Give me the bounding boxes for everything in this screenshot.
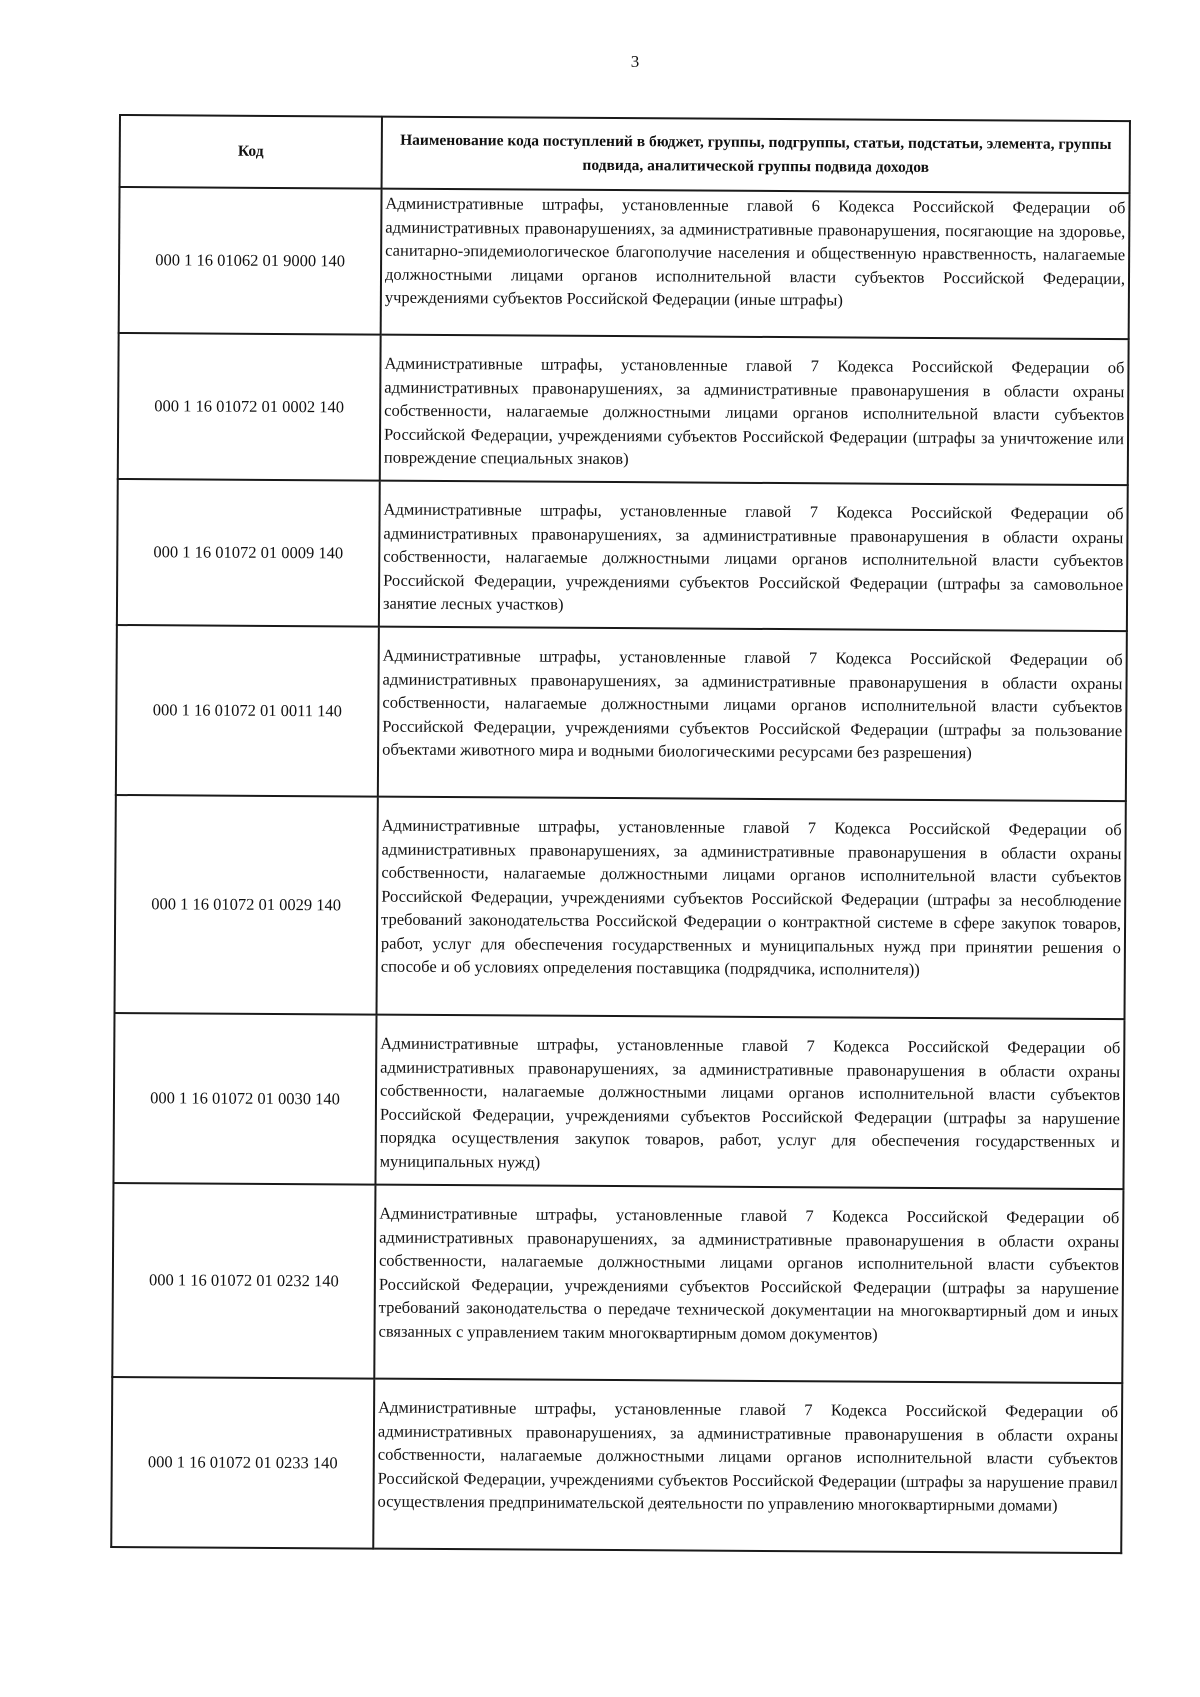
row-code: 000 1 16 01072 01 0030 140 [113,1013,376,1185]
row-code: 000 1 16 01072 01 0232 140 [112,1183,375,1379]
row-name-text: Административные штрафы, установленные главой 7 Кодекса Российской Федерации об административных правонарушениях, за административные правонарушения в области охраны собственности, налагаемые должностными лицами органов исполнительной власти субъектов Российской Федерации, учреждениями субъектов Российской Федерации (штрафы за уничтожение или повреждение специальных знаков) [383,353,1125,469]
table-row [111,1377,1122,1553]
table-row [117,479,1128,631]
row-code: 000 1 16 01072 01 0011 140 [116,625,379,797]
row-name-text: Административные штрафы, установленные главой 7 Кодекса Российской Федерации об административных правонарушениях, за административные правонарушения в области охраны собственности, налагаемые должностными лицами органов исполнительной власти субъектов Российской Федерации, учреждениями субъектов Российской Федерации (штрафы за несоблюдение требований законодательства Российской Федерации о контрактной системе в сфере закупок товаров, работ, услуг для обеспечения государственных и муниципальных нужд при принятии решения о способе и об условиях определения поставщика (подрядчика, исполнителя)) [380,815,1122,979]
table-row [113,1013,1124,1189]
row-code: 000 1 16 01072 01 0002 140 [118,333,381,481]
row-name [374,1185,1123,1384]
row-code: 000 1 16 01062 01 9000 140 [119,187,382,335]
table-row [115,795,1126,1019]
revenue-codes-table [110,114,1131,1554]
row-name [377,797,1126,1020]
row-code: 000 1 16 01072 01 0029 140 [115,795,378,1015]
row-code: 000 1 16 01072 01 0233 140 [111,1377,374,1549]
table-row [118,333,1129,485]
row-name-text: Административные штрафы, установленные главой 7 Кодекса Российской Федерации об административных правонарушениях, за административные правонарушения в области охраны собственности, налагаемые должностными лицами органов исполнительной власти субъектов Российской Федерации, учреждениями субъектов Российской Федерации (штрафы за нарушение требований законодательства о передаче технической документации на многоквартирный дом и иных связанных с управлением таким многоквартирным домом документов) [378,1203,1120,1344]
row-name [381,189,1130,340]
table-row [112,1183,1123,1383]
row-name [375,1015,1124,1190]
row-name [378,627,1127,802]
table-row [119,187,1130,339]
row-name-text: Административные штрафы, установленные главой 7 Кодекса Российской Федерации об административных правонарушениях, за административные правонарушения в области охраны собственности, налагаемые должностными лицами органов исполнительной власти субъектов Российской Федерации, учреждениями субъектов Российской Федерации (штрафы за нарушение правил осуществления предпринимательской деятельности по управлению многоквартирными домами) [377,1397,1119,1515]
table-header-row [120,115,1130,193]
header-code: Код [120,115,382,189]
row-code: 000 1 16 01072 01 0009 140 [117,479,380,627]
row-name [373,1379,1122,1554]
table-row [116,625,1127,801]
row-name [379,481,1128,632]
header-name: Наименование кода поступлений в бюджет, группы, подгруппы, статьи, подстатьи, элемента, группы подвида, аналитической группы подвида доходов [382,117,1130,194]
row-name-text: Административные штрафы, установленные главой 7 Кодекса Российской Федерации об административных правонарушениях, за административные правонарушения в области охраны собственности, налагаемые должностными лицами органов исполнительной власти субъектов Российской Федерации, учреждениями субъектов Российской Федерации (штрафы за нарушение порядка осуществления закупок товаров, работ, услуг для обеспечения государственных и муниципальных нужд) [379,1033,1121,1172]
row-name [380,335,1129,486]
row-name-text: Административные штрафы, установленные главой 6 Кодекса Российской Федерации об административных правонарушениях, за административные правонарушения, посягающие на здоровье, санитарно-эпидемиологическое благополучие населения и общественную нравственность, налагаемые должностными лицами органов исполнительной власти субъектов Российской Федерации, учреждениями субъектов Российской Федерации (иные штрафы) [384,193,1126,310]
page-number: 3 [630,52,640,71]
row-name-text: Административные штрафы, установленные главой 7 Кодекса Российской Федерации об административных правонарушениях, за административные правонарушения в области охраны собственности, налагаемые должностными лицами органов исполнительной власти субъектов Российской Федерации, учреждениями субъектов Российской Федерации (штрафы за пользование объектами животного мира и водными биологическими ресурсами без разрешения) [382,645,1123,763]
row-name-text: Административные штрафы, установленные главой 7 Кодекса Российской Федерации об административных правонарушениях, за административные правонарушения в области охраны собственности, налагаемые должностными лицами органов исполнительной власти субъектов Российской Федерации, учреждениями субъектов Российской Федерации (штрафы за самовольное занятие лесных участков) [382,499,1124,614]
